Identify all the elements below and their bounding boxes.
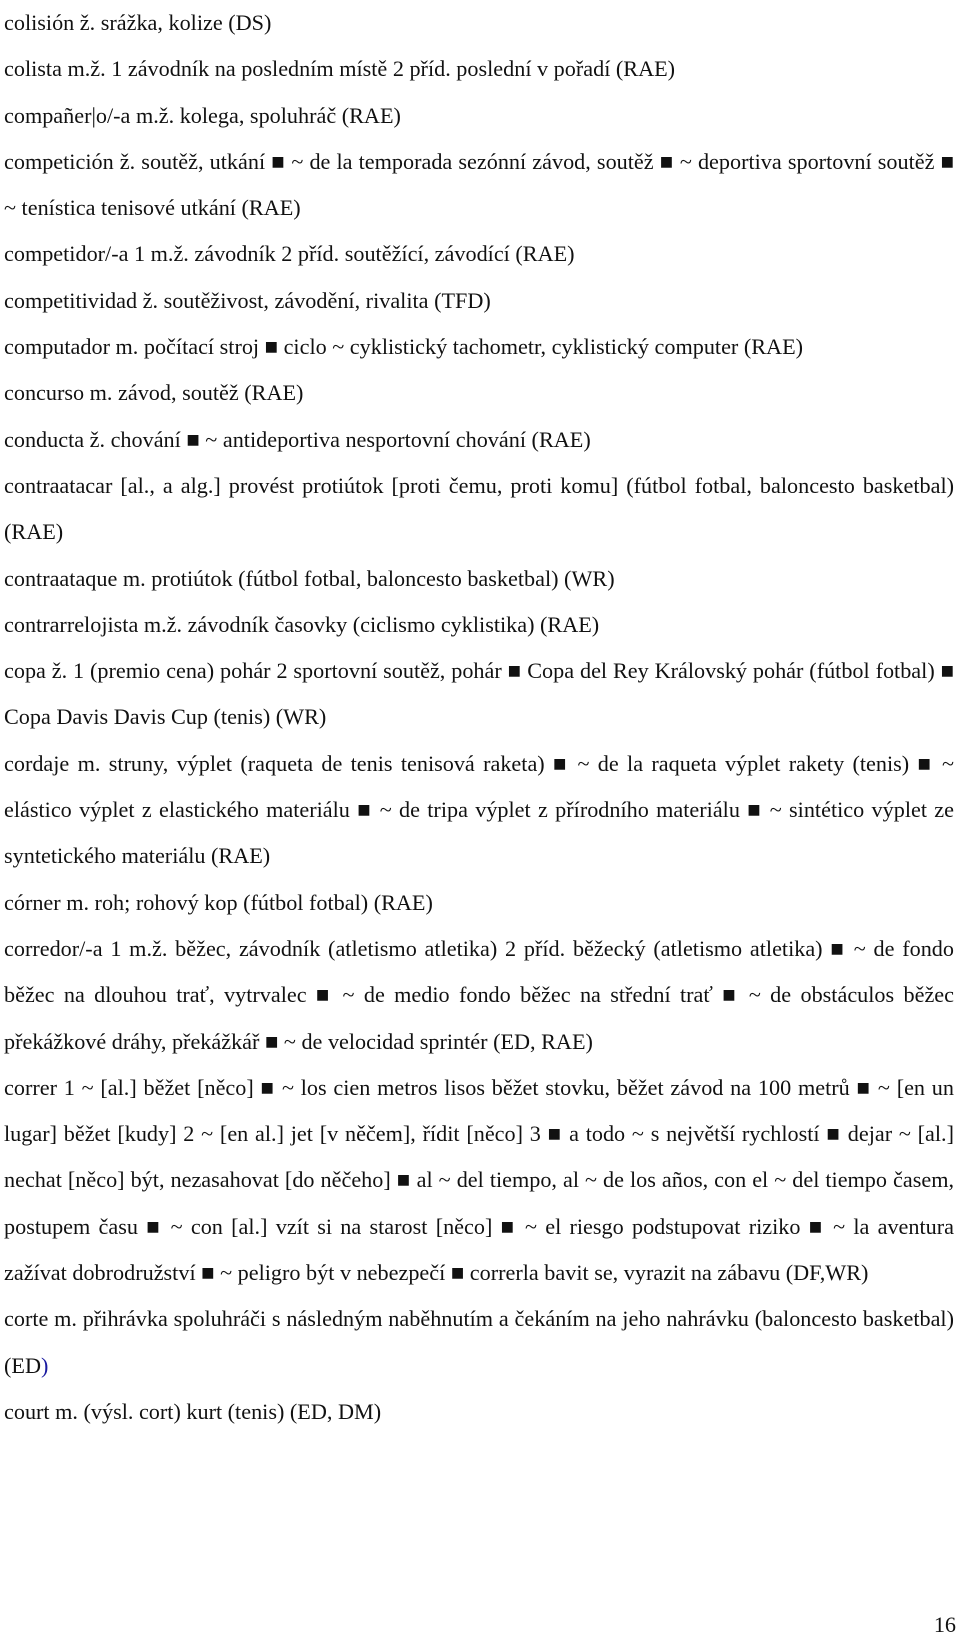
entry-concurso: concurso m. závod, soutěž (RAE) bbox=[4, 380, 304, 406]
entry-colista: colista m.ž. 1 závodník na posledním místě 2 příd. poslední v pořadí (RAE) bbox=[4, 56, 676, 82]
entry-corte-close-paren: ) bbox=[40, 1352, 49, 1378]
entry-copa: copa ž. 1 (premio cena) pohár 2 sportovní soutěž, pohár ■ Copa del Rey Královský pohár (fútbol fotbal) ■ Copa Davis Davis Cup (tenis) (WR) bbox=[4, 658, 954, 730]
entry-correr: correr 1 ~ [al.] běžet [něco] ■ ~ los cien metros lisos běžet stovku, běžet závod na 100 metrů ■ ~ [en un lugar] běžet [kudy] 2 ~ [en al.] jet [v něčem], řídit [něco] 3 ■ a todo ~ s největší rychlostí ■ dejar ~ [al.] nechat [něco] být, nezasahovat [do něčeho] ■ al ~ del tiempo, al ~ de los años, con el ~ del tiempo časem, postupem času ■ ~ con [al.] vzít si na starost [něco] ■ ~ el riesgo podstupovat riziko ■ ~ la aventura zažívat dobrodružství ■ ~ peligro být v nebezpečí ■ correrla bavit se, vyrazit na zábavu (DF,WR) bbox=[4, 1074, 954, 1286]
entry-corredor: corredor/-a 1 m.ž. běžec, závodník (atletismo atletika) 2 příd. běžecký (atletismo atletika) ■ ~ de fondo běžec na dlouhou trať, vytrvalec ■ ~ de medio fondo běžec na střední trať ■ ~ de obstáculos běžec překážkové dráhy, překážkář ■ ~ de velocidad sprintér (ED, RAE) bbox=[4, 935, 954, 1054]
entry-contrarrelojista: contrarrelojista m.ž. závodník časovky (ciclismo cyklistika) (RAE) bbox=[4, 611, 600, 637]
entry-competicion: competición ž. soutěž, utkání ■ ~ de la temporada sezónní závod, soutěž ■ ~ deportiva sportovní soutěž ■ ~ tenística tenisové utkání (RAE) bbox=[4, 148, 954, 221]
entry-contraatacar: contraatacar [al., a alg.] provést protiútok [proti čemu, proti komu] (fútbol fotbal, baloncesto basketbal) (RAE) bbox=[4, 472, 954, 545]
glossary-content bbox=[4, 0, 954, 1435]
entry-contraataque: contraataque m. protiútok (fútbol fotbal, baloncesto basketbal) (WR) bbox=[4, 565, 615, 591]
entry-conducta: conducta ž. chování ■ ~ antideportiva nesportovní chování (RAE) bbox=[4, 426, 591, 452]
entry-colision: colisión ž. srážka, kolize (DS) bbox=[4, 10, 272, 35]
entry-corner: córner m. roh; rohový kop (fútbol fotbal) (RAE) bbox=[4, 889, 433, 915]
page-number: 16 bbox=[933, 1612, 956, 1637]
entry-cordaje: cordaje m. struny, výplet (raqueta de tenis tenisová raketa) ■ ~ de la raqueta výplet rakety (tenis) ■ ~ elástico výplet z elastického materiálu ■ ~ de tripa výplet z přírodního materiálu ■ ~ sintético výplet ze syntetického materiálu (RAE) bbox=[4, 750, 954, 869]
entry-companero: compañer|o/-a m.ž. kolega, spoluhráč (RAE) bbox=[4, 102, 401, 128]
entry-corte bbox=[4, 1296, 954, 1389]
entry-court: court m. (výsl. cort) kurt (tenis) (ED, DM) bbox=[4, 1398, 382, 1424]
entry-computador: computador m. počítací stroj ■ ciclo ~ cyklistický tachometr, cyklistický computer (RAE) bbox=[4, 334, 804, 360]
entry-competidor: competidor/-a 1 m.ž. závodník 2 příd. soutěžící, závodící (RAE) bbox=[4, 241, 575, 267]
entry-corte-text: corte m. přihrávka spoluhráči s následným naběhnutím a čekáním na jeho nahrávku (baloncesto basketbal) (ED bbox=[4, 1306, 954, 1378]
entry-competitividad: competitividad ž. soutěživost, závodění, rivalita (TFD) bbox=[4, 287, 491, 313]
